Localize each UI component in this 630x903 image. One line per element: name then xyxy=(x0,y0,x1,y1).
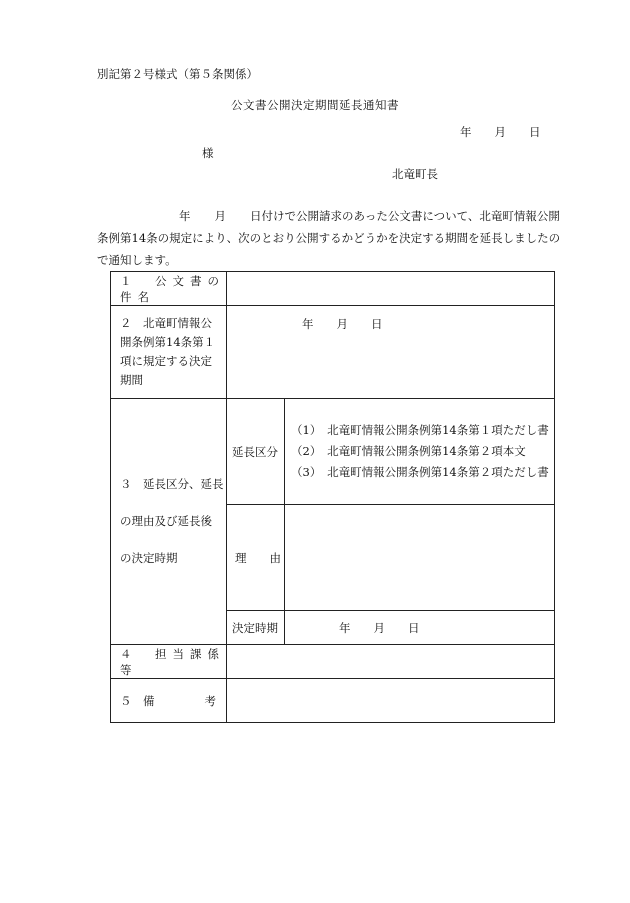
row-document-subject xyxy=(111,272,555,306)
document-subject-field[interactable] xyxy=(227,272,555,306)
extension-option-1[interactable]: （1） 北竜町情報公開条例第14条第１項ただし書 xyxy=(291,423,549,437)
decision-period-date: 年 月 日 xyxy=(302,317,383,331)
extension-label: ３ 延長区分、延長 の理由及び延長後 の決定時期 xyxy=(111,399,227,645)
decision-time-label: 決定時期 xyxy=(227,611,285,645)
notice-body xyxy=(97,205,567,271)
remarks-field[interactable] xyxy=(227,679,555,723)
extension-type-options[interactable] xyxy=(285,399,555,505)
department-label: ４ 担当課係等 xyxy=(111,645,227,679)
issue-date-year: 年 xyxy=(460,125,472,139)
document-title: 公文書公開決定期間延長通知書 xyxy=(231,98,399,112)
reason-field[interactable] xyxy=(285,505,555,611)
row-decision-period xyxy=(111,306,555,399)
notice-table xyxy=(110,271,555,723)
addressee-suffix: 様 xyxy=(202,146,214,160)
body-text: 日付けで公開請求のあった公文書について、北竜町情報公開条例第14条の規定により、次のとおり公開するかどうかを決定する期間を延長しましたので通知します。 xyxy=(97,209,561,267)
decision-time-date: 年 月 日 xyxy=(339,620,420,635)
issue-date xyxy=(460,124,541,140)
document-subject-label: １ 公文書の件名 xyxy=(111,272,227,306)
decision-period-label: ２ 北竜町情報公開条例第14条第１項に規定する決定期間 xyxy=(111,306,227,399)
issue-date-month: 月 xyxy=(494,125,506,139)
body-year: 年 xyxy=(179,209,191,223)
row-remarks xyxy=(111,679,555,723)
row-extension-type xyxy=(111,399,555,505)
decision-time-field[interactable] xyxy=(285,611,555,645)
reason-label: 理 由 xyxy=(227,505,285,611)
extension-type-label: 延長区分 xyxy=(227,399,285,505)
form-reference: 別記第２号様式（第５条関係） xyxy=(97,67,258,81)
extension-option-3[interactable]: （3） 北竜町情報公開条例第14条第２項ただし書 xyxy=(291,465,549,479)
sender-name: 北竜町長 xyxy=(392,167,438,181)
row-department xyxy=(111,645,555,679)
department-field[interactable] xyxy=(227,645,555,679)
extension-option-2[interactable]: （2） 北竜町情報公開条例第14条第２項本文 xyxy=(291,444,526,458)
body-month: 月 xyxy=(214,209,226,223)
issue-date-day: 日 xyxy=(529,125,541,139)
decision-period-field[interactable] xyxy=(227,306,555,399)
remarks-label: ５ 備 考 xyxy=(111,679,227,723)
